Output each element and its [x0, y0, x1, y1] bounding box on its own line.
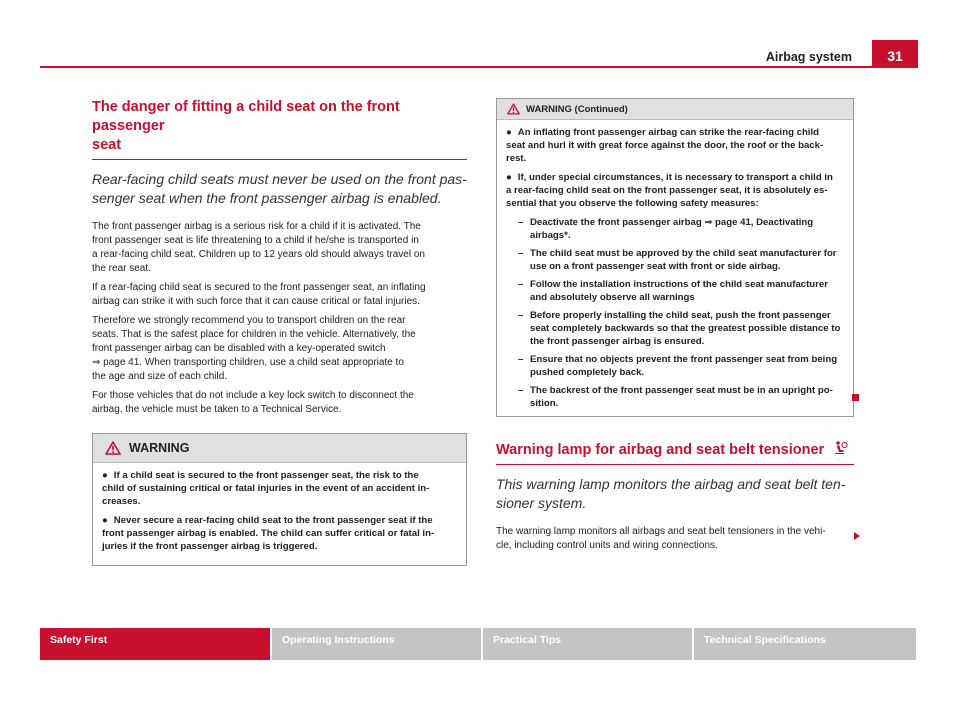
- left-column: [92, 98, 467, 566]
- warning-sub-item: – The backrest of the front passenger seat must be in an upright po- sition.: [518, 385, 833, 409]
- section-end-marker: [852, 394, 859, 401]
- warning-item: ● If a child seat is secured to the front passenger seat, the risk to the child of sustaining critical or fatal injuries in the event of an accident in- creases.: [102, 470, 430, 507]
- paragraph: The warning lamp monitors all airbags and seat belt tensioners in the vehi- cle, including control units and wiring connections.: [496, 526, 826, 551]
- lead-line: Rear-facing child seats must never be used on the front pas-: [92, 171, 467, 187]
- tab-operating-instructions[interactable]: Operating Instructions: [272, 628, 481, 660]
- warning-title: WARNING (Continued): [526, 103, 628, 115]
- right-column: [496, 98, 854, 417]
- dash-icon: –: [518, 310, 524, 321]
- page-link[interactable]: ⇒ page 41. When transporting children, use a child seat appropriate to: [92, 357, 404, 368]
- bullet-icon: ●: [506, 127, 512, 138]
- warning-header: [497, 99, 853, 120]
- header-rule: [40, 66, 918, 68]
- warning-triangle-icon: [105, 441, 121, 455]
- lead-text: [92, 170, 467, 208]
- paragraph: For those vehicles that do not include a key lock switch to disconnect the airbag, the vehicle must be taken to a Technical Service.: [92, 390, 414, 415]
- warning-body: [93, 463, 466, 565]
- warning-item: ● If, under special circumstances, it is necessary to transport a child in a rear-facing child seat on the front passenger seat, it is absolutely es- sential that you observe the following safety measures:: [506, 172, 833, 209]
- section-heading: [92, 98, 467, 160]
- footer-nav: [40, 628, 918, 660]
- paragraph: The front passenger airbag is a serious risk for a child if it is activated. The front passenger seat is life threatening to a child if he/she is transported in a rear-facing child seat. Children up to 12 years old should always travel on the rear seat.: [92, 221, 425, 274]
- tab-safety-first[interactable]: Safety First: [40, 628, 270, 660]
- bullet-icon: ●: [102, 515, 108, 526]
- lead-line: This warning lamp monitors the airbag and seat belt ten-: [496, 476, 846, 492]
- warning-continued-box: [496, 98, 854, 417]
- warning-header: [93, 434, 466, 463]
- warning-sub-item: – Follow the installation instructions of the child seat manufacturer and absolutely observe all warnings: [518, 279, 828, 303]
- warning-sub-item: – Deactivate the front passenger airbag ⇒ page 41, Deactivating airbags*.: [518, 217, 814, 241]
- page-number: 31: [872, 40, 918, 66]
- warning-title: WARNING: [129, 441, 190, 455]
- warning-sub-item: – Before properly installing the child seat, push the front passenger seat completely backwards so that the greatest possible distance to the front passenger airbag is ensured.: [518, 310, 841, 347]
- airbag-lamp-section: [496, 440, 854, 558]
- dash-icon: –: [518, 385, 524, 396]
- warning-item: ● An inflating front passenger airbag can strike the rear-facing child seat and hurl it with great force against the door, the roof or the back- rest.: [506, 127, 824, 164]
- dash-icon: –: [518, 248, 524, 259]
- heading-line: The danger of fitting a child seat on the front passenger: [92, 99, 400, 134]
- warning-sub-item: – The child seat must be approved by the child seat manufacturer for use on a front passenger seat with front or side airbag.: [518, 248, 837, 272]
- warning-box: [92, 433, 467, 566]
- bullet-icon: ●: [506, 172, 512, 183]
- warning-body: [497, 120, 853, 416]
- section-title: Airbag system: [765, 50, 852, 64]
- dash-icon: –: [518, 354, 524, 365]
- heading-line: Warning lamp for airbag and seat belt tensioner: [496, 442, 825, 458]
- lead-line: sioner system.: [496, 495, 587, 511]
- heading-line: seat: [92, 137, 122, 153]
- continue-arrow-icon: [854, 532, 860, 540]
- warning-sub-item: – Ensure that no objects prevent the front passenger seat from being pushed completely back.: [518, 354, 838, 378]
- paragraph: Therefore we strongly recommend you to transport children on the rear seats. That is the safest place for children in the vehicle. Alternatively, the front passenger airbag can be disabled with a key-operated switch ⇒ page 41. When transporting children, use a child seat appropriate to the age and size of each child.: [92, 315, 416, 382]
- section-heading: [496, 440, 854, 465]
- dash-icon: –: [518, 279, 524, 290]
- bullet-icon: ●: [102, 470, 108, 481]
- tab-practical-tips[interactable]: Practical Tips: [483, 628, 692, 660]
- dash-icon: –: [518, 217, 524, 228]
- warning-item: ● Never secure a rear-facing child seat to the front passenger seat if the front passenger airbag is enabled. The child can suffer critical or fatal in- juries if the front passenger airbag is triggered.: [102, 515, 435, 552]
- tab-technical-specifications[interactable]: Technical Specifications: [694, 628, 916, 660]
- paragraph: If a rear-facing child seat is secured to the front passenger seat, an inflating airbag can strike it with such force that it can cause critical or fatal injuries.: [92, 282, 426, 307]
- warning-triangle-icon: [507, 103, 520, 115]
- airbag-warning-lamp-icon: [832, 440, 848, 456]
- lead-text: [496, 475, 854, 513]
- lead-line: senger seat when the front passenger airbag is enabled.: [92, 190, 442, 206]
